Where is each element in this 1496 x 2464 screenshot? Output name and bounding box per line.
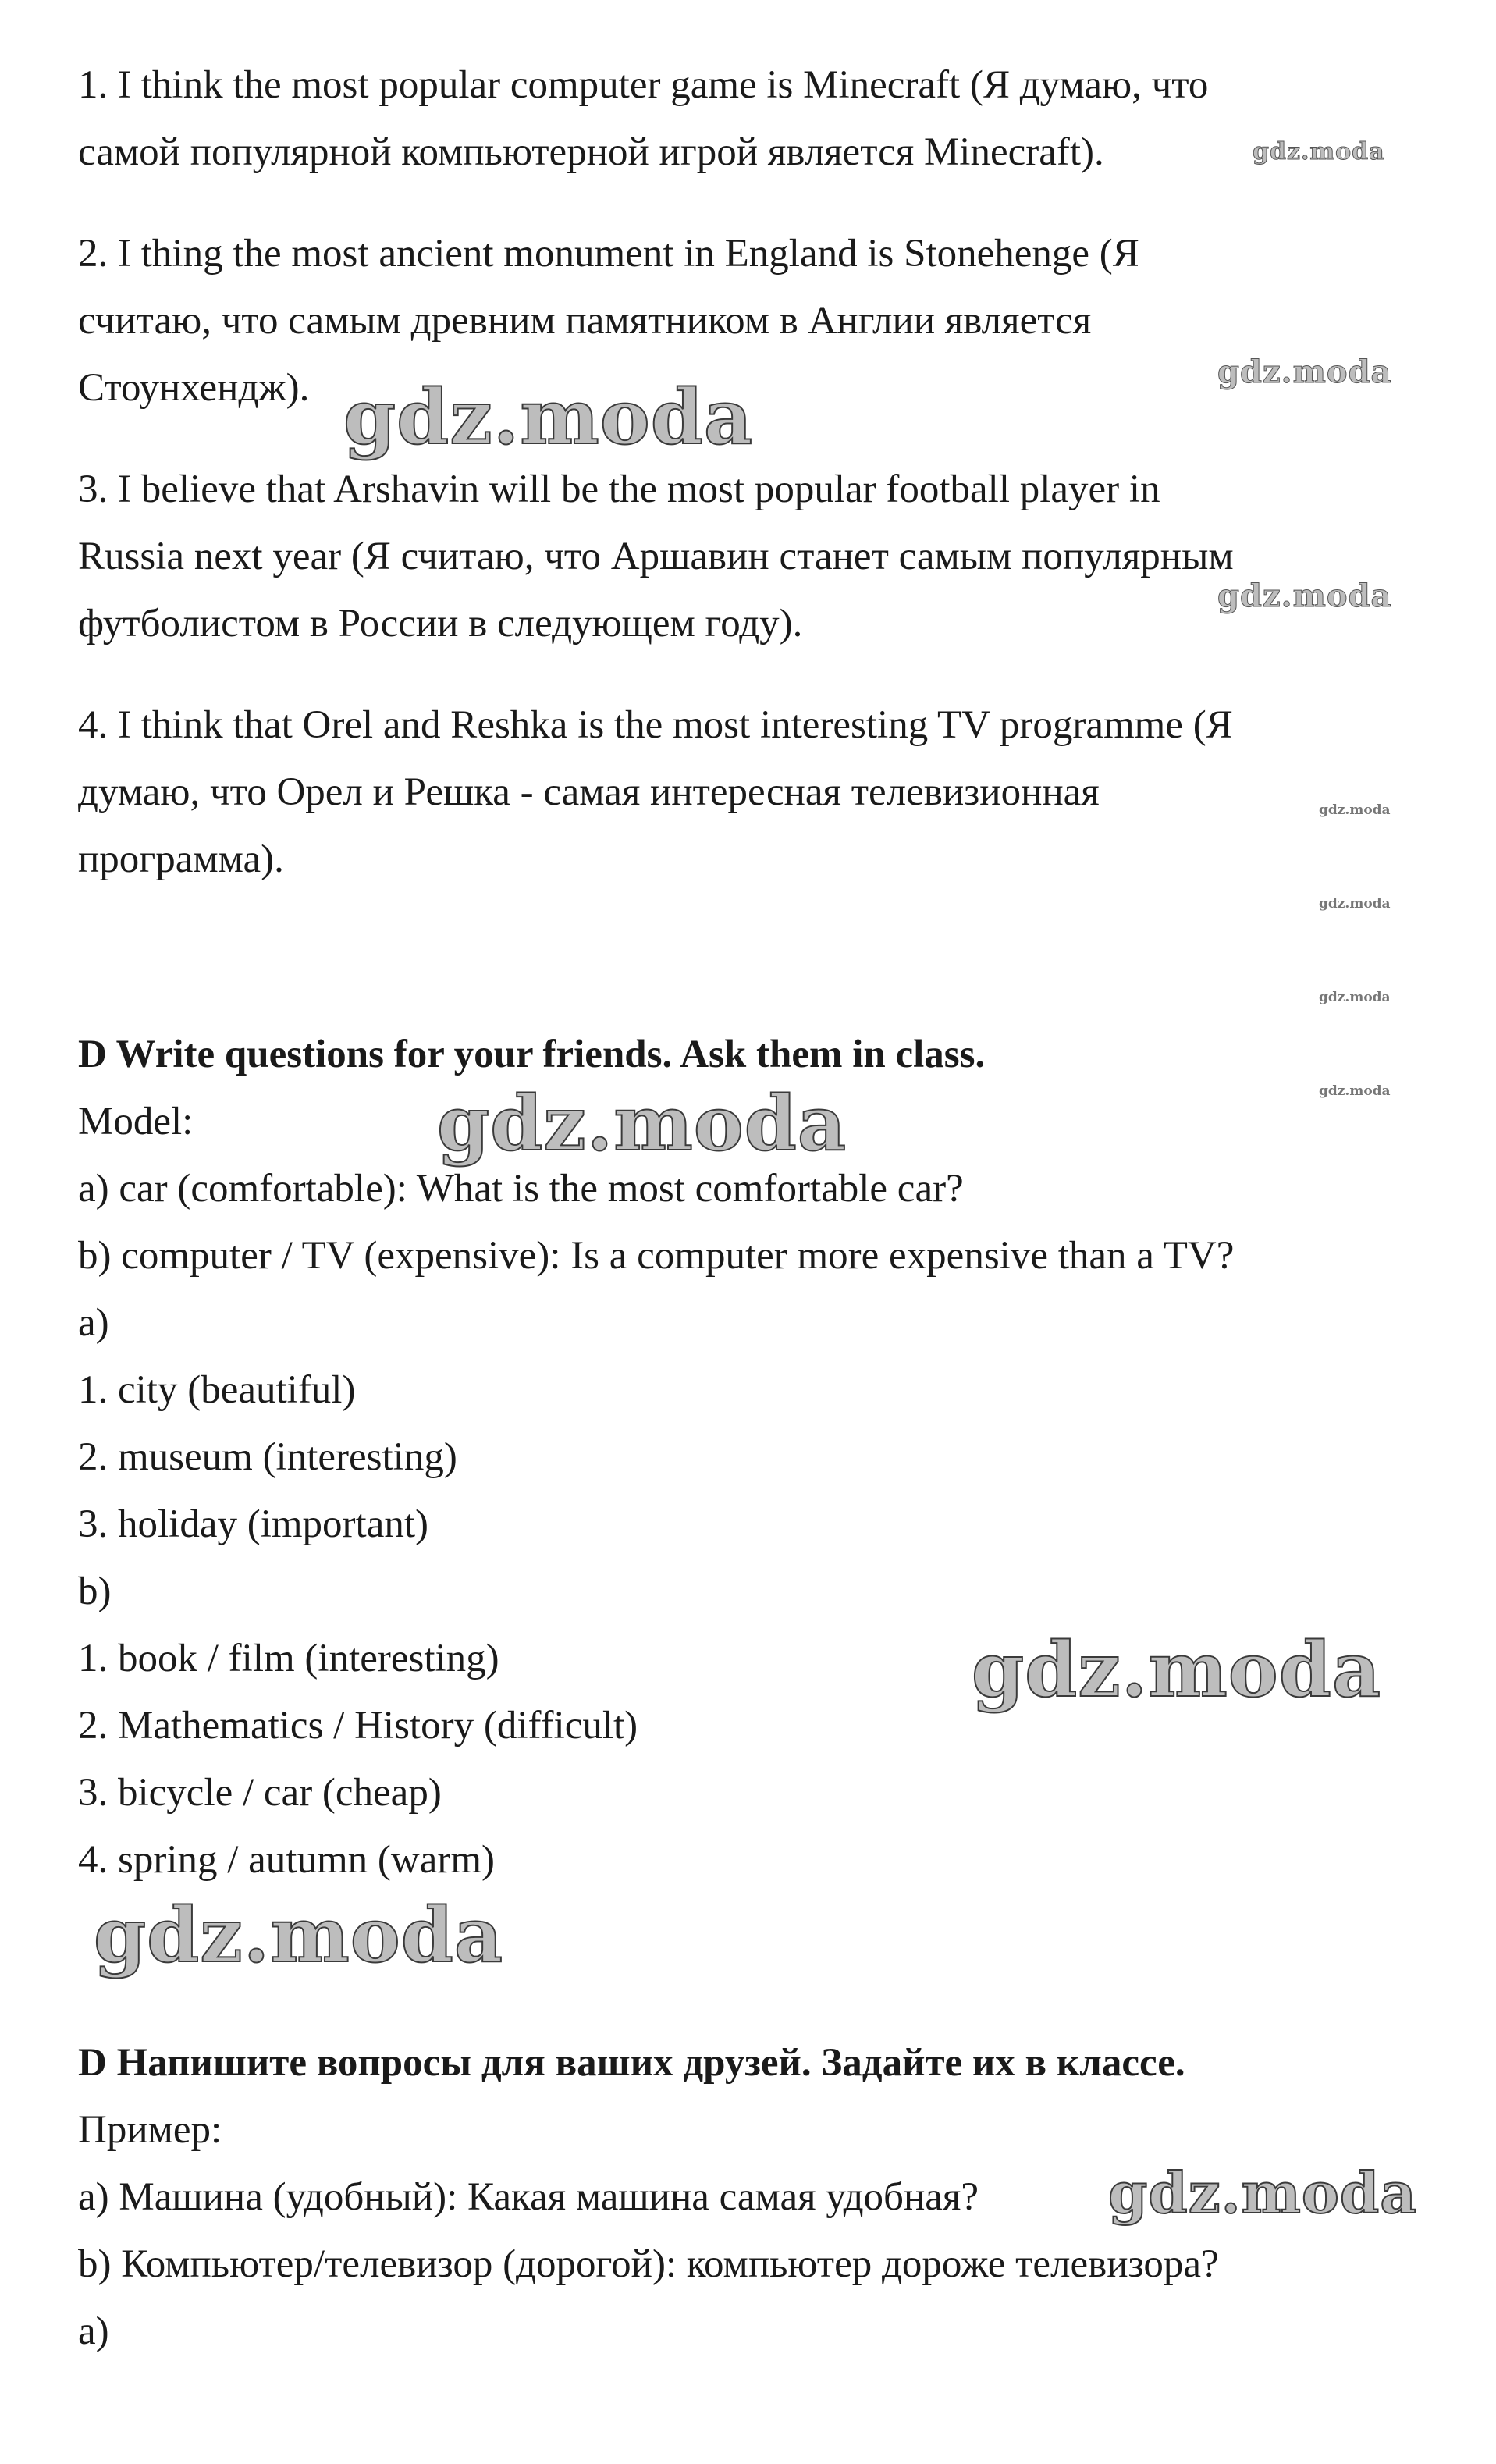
watermark-10: gdz.moda: [972, 1626, 1382, 1714]
exercise-en-model-label: Model:: [78, 1100, 194, 1143]
exercise-en-part-b-item-1: 1. book / film (interesting): [78, 1637, 499, 1680]
answer-4-line-3: программа).: [78, 837, 284, 881]
watermark-2: gdz.moda: [1217, 354, 1392, 390]
exercise-ru-part-a-label: a): [78, 2309, 109, 2353]
watermark-6: gdz.moda: [1319, 896, 1391, 912]
watermark-8: gdz.moda: [1319, 1083, 1391, 1099]
exercise-en-example-b: b) computer / TV (expensive): Is a computer more expensive than a TV?: [78, 1234, 1235, 1278]
answer-1-line-2: самой популярной компьютерной игрой является Minecraft).: [78, 130, 1104, 174]
answer-2-line-2: считаю, что самым древним памятником в Англии является: [78, 299, 1092, 343]
exercise-ru-model-label: Пример:: [78, 2108, 222, 2152]
watermark-7: gdz.moda: [1319, 990, 1391, 1005]
watermark-9: gdz.moda: [437, 1079, 847, 1168]
exercise-ru-example-b: b) Компьютер/телевизор (дорогой): компьютер дороже телевизора?: [78, 2242, 1219, 2286]
exercise-en-part-a-item-1: 1. city (beautiful): [78, 1368, 356, 1412]
exercise-en-part-b-item-3: 3. bicycle / car (cheap): [78, 1771, 442, 1815]
exercise-en-part-b-item-4: 4. spring / autumn (warm): [78, 1838, 495, 1882]
watermark-3: gdz.moda: [343, 373, 754, 461]
answer-2-line-1: 2. I thing the most ancient monument in England is Stonehenge (Я: [78, 232, 1139, 276]
watermark-1: gdz.moda: [1253, 138, 1385, 165]
answer-4-line-1: 4. I think that Orel and Reshka is the most interesting TV programme (Я: [78, 703, 1233, 747]
exercise-ru-example-a: a) Машина (удобный): Какая машина самая удобная?: [78, 2175, 979, 2219]
answer-2-line-3: Стоунхендж).: [78, 366, 310, 410]
exercise-en-part-a-item-3: 3. holiday (important): [78, 1502, 428, 1546]
watermark-12: gdz.moda: [1108, 2160, 1417, 2226]
exercise-en-part-b-item-2: 2. Mathematics / History (difficult): [78, 1704, 638, 1748]
answer-3-line-3: футболистом в России в следующем году).: [78, 602, 803, 645]
exercise-en-part-a-label: a): [78, 1301, 109, 1345]
answer-3-line-1: 3. I believe that Arshavin will be the most popular football player in: [78, 468, 1160, 511]
exercise-en-part-b-label: b): [78, 1570, 112, 1613]
answer-4-line-2: думаю, что Орел и Решка - самая интересная телевизионная: [78, 770, 1100, 814]
answer-3-line-2: Russia next year (Я считаю, что Аршавин станет самым популярным: [78, 535, 1234, 578]
exercise-en-example-a: a) car (comfortable): What is the most comfortable car?: [78, 1167, 964, 1211]
watermark-11: gdz.moda: [94, 1891, 504, 1979]
exercise-en-part-a-item-2: 2. museum (interesting): [78, 1435, 457, 1479]
watermark-5: gdz.moda: [1319, 802, 1391, 818]
exercise-ru-heading: D Напишите вопросы для ваших друзей. Задайте их в классе.: [78, 2041, 1185, 2085]
exercise-en-heading: D Write questions for your friends. Ask them in class.: [78, 1033, 986, 1076]
answer-1-line-1: 1. I think the most popular computer game is Minecraft (Я думаю, что: [78, 63, 1209, 107]
watermark-4: gdz.moda: [1217, 578, 1392, 614]
